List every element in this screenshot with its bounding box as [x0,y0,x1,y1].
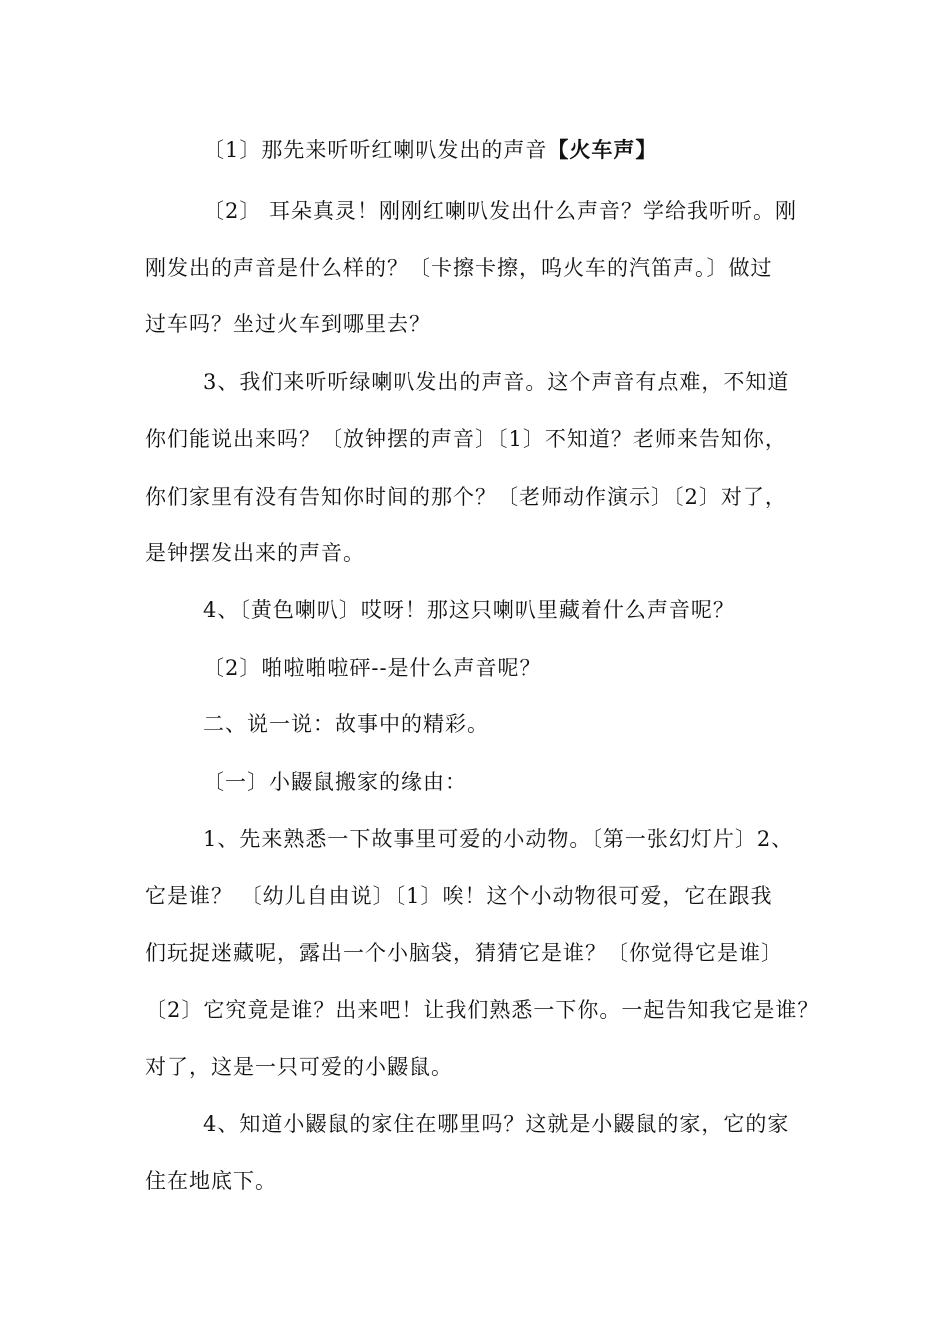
paragraph-line-19: 住在地底下。 [145,1169,277,1193]
paragraph-line-11: 二、说一说：故事中的精彩。 [203,712,489,736]
paragraph-line-10: 〔2〕啪啦啪啦砰--是什么声音呢？ [203,656,542,680]
paragraph-line-4: 过车吗？坐过火车到哪里去？ [145,312,431,336]
paragraph-line-8: 是钟摆发出来的声音。 [145,541,365,565]
paragraph-line-7: 你们家里有没有告知你时间的那个？〔老师动作演示〕〔2〕对了， [145,485,787,509]
paragraph-line-15: 们玩捉迷藏呢，露出一个小脑袋，猜猜它是谁？〔你觉得它是谁〕 [145,941,783,965]
paragraph-line-12: 〔一〕小鼹鼠搬家的缘由： [203,770,467,794]
paragraph-line-2: 〔2〕 耳朵真灵！刚刚红喇叭发出什么声音？学给我听听。刚 [203,199,798,223]
paragraph-line-17: 对了，这是一只可爱的小鼹鼠。 [145,1055,453,1079]
bold-text-run: 【火车声】 [547,137,658,162]
paragraph-line-14: 它是谁？ 〔幼儿自由说〕〔1〕唉！这个小动物很可爱，它在跟我 [145,884,773,908]
text-run: 〔1〕那先来听听红喇叭发出的声音 [203,138,548,162]
paragraph-line-6: 你们能说出来吗？〔放钟摆的声音〕〔1〕不知道？老师来告知你， [145,427,787,451]
paragraph-line-18: 4、知道小鼹鼠的家住在哪里吗？这就是小鼹鼠的家，它的家 [203,1112,790,1136]
paragraph-line-13: 1、先来熟悉一下故事里可爱的小动物。〔第一张幻灯片〕2、 [203,827,794,851]
paragraph-line-9: 4、〔黄色喇叭〕哎呀！那这只喇叭里藏着什么声音呢？ [203,598,735,622]
paragraph-line-16: 〔2〕它究竟是谁？出来吧！让我们熟悉一下你。一起告知我它是谁？ [145,998,820,1022]
paragraph-line-5: 3、我们来听听绿喇叭发出的声音。这个声音有点难，不知道 [203,370,790,394]
paragraph-line-3: 刚发出的声音是什么样的？〔卡擦卡擦，呜火车的汽笛声。〕做过 [145,256,773,280]
paragraph-line-1 [203,135,657,165]
